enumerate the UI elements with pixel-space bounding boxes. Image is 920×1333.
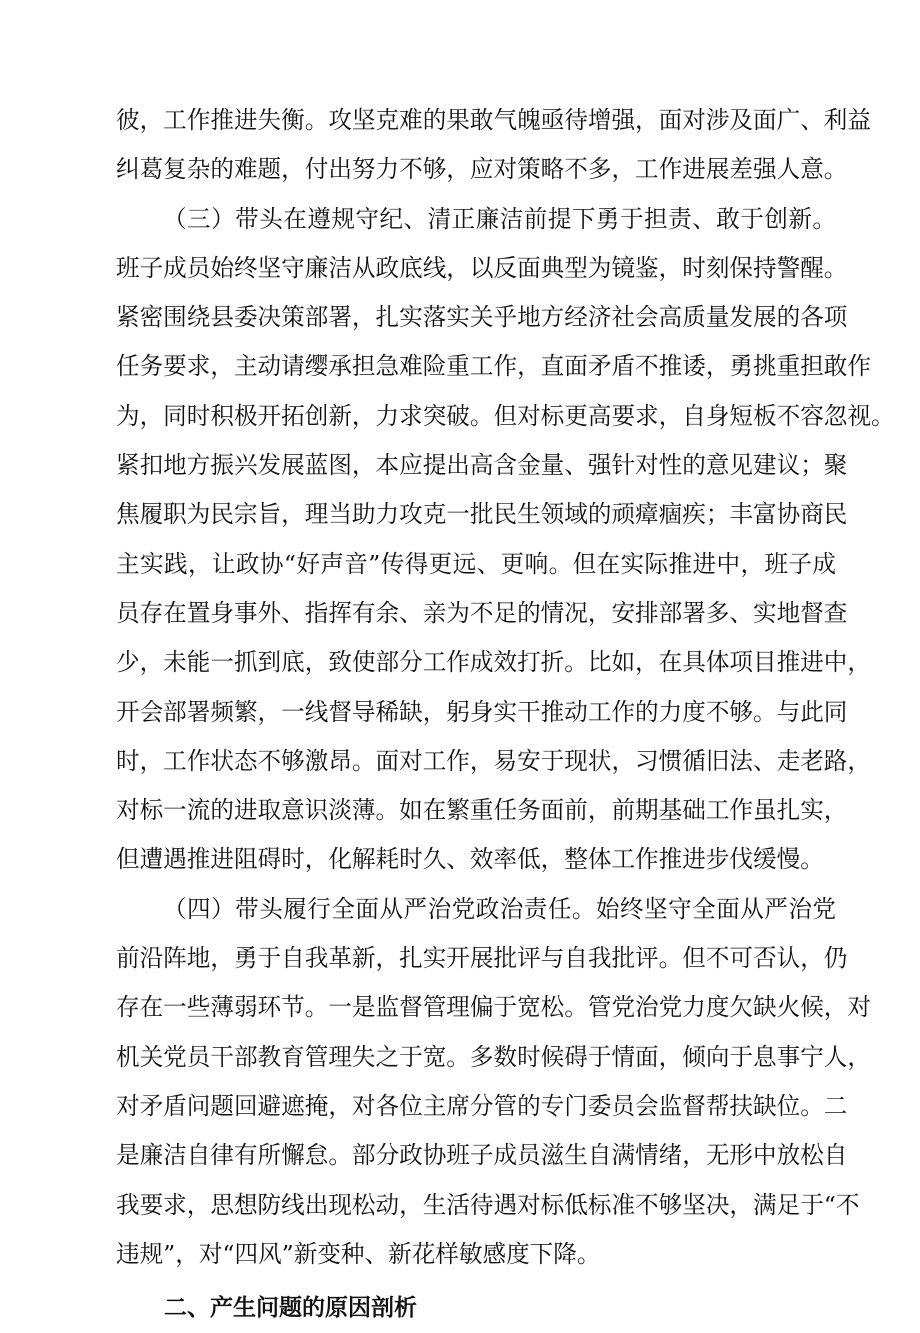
- text-line: 对标一流的进取意识淡薄。如在繁重任务面前，前期基础工作虽扎实，: [116, 796, 848, 825]
- section-heading: 二、产生问题的原因剖析: [164, 1295, 417, 1322]
- text-line: 紧扣地方振兴发展蓝图，本应提出高含金量、强针对性的意见建议；聚: [116, 451, 848, 480]
- text-line: 少，未能一抓到底，致使部分工作成效打折。比如，在具体项目推进中，: [116, 648, 871, 677]
- text-line: 开会部署频繁，一线督导稀缺，躬身实干推动工作的力度不够。与此同: [116, 697, 848, 726]
- text-line: 员存在置身事外、指挥有余、亲为不足的情况，安排部署多、实地督查: [116, 598, 848, 627]
- text-line: 纠葛复杂的难题，付出努力不够，应对策略不多，工作进展差强人意。: [116, 155, 848, 184]
- text-line: 紧密围绕县委决策部署，扎实落实关乎地方经济社会高质量发展的各项: [116, 303, 848, 332]
- text-line: 但遭遇推进阻碍时，化解耗时久、效率低，整体工作推进步伐缓慢。: [116, 845, 824, 874]
- text-line: 彼，工作推进失衡。攻坚克难的果敢气魄亟待增强，面对涉及面广、利益: [116, 106, 871, 134]
- text-line: 违规”，对“四风”新变种、新花样敏感度下降。: [116, 1239, 601, 1268]
- text-line: 是廉洁自律有所懈怠。部分政协班子成员滋生自满情绪，无形中放松自: [116, 1141, 848, 1170]
- text-line: 对矛盾问题回避遮掩，对各位主席分管的专门委员会监督帮扶缺位。二: [116, 1091, 848, 1120]
- text-line: 主实践，让政协“好声音”传得更远、更响。但在实际推进中，班子成: [116, 549, 836, 578]
- body-text: [116, 96, 895, 1333]
- text-line: 时，工作状态不够激昂。面对工作，易安于现状，习惯循旧法、走老路，: [116, 746, 871, 775]
- text-line: 班子成员始终坚守廉洁从政底线，以反面典型为镜鉴，时刻保持警醒。: [116, 253, 848, 282]
- text-line: 焦履职为民宗旨，理当助力攻克一批民生领域的顽瘴痼疾；丰富协商民: [116, 500, 848, 529]
- subsection-heading-4: （四）带头履行全面从严治党政治责任。始终坚守全面从严治党: [163, 894, 836, 923]
- text-line: 任务要求，主动请缨承担急难险重工作，直面矛盾不推诿，勇挑重担敢作: [116, 352, 871, 381]
- text-line: 前沿阵地，勇于自我革新，扎实开展批评与自我批评。但不可否认，仍: [116, 944, 848, 973]
- text-line: 机关党员干部教育管理失之于宽。多数时候碍于情面，倾向于息事宁人，: [116, 1042, 871, 1071]
- text-line: 存在一些薄弱环节。一是监督管理偏于宽松。管党治党力度欠缺火候，对: [116, 993, 871, 1022]
- text-line: 为，同时积极开拓创新，力求突破。但对标更高要求，自身短板不容忽视。: [116, 401, 895, 430]
- subsection-heading-3: （三）带头在遵规守纪、清正廉洁前提下勇于担责、敢于创新。: [163, 204, 836, 233]
- text-line: 我要求，思想防线出现松动，生活待遇对标低标准不够坚决，满足于“不: [116, 1190, 860, 1219]
